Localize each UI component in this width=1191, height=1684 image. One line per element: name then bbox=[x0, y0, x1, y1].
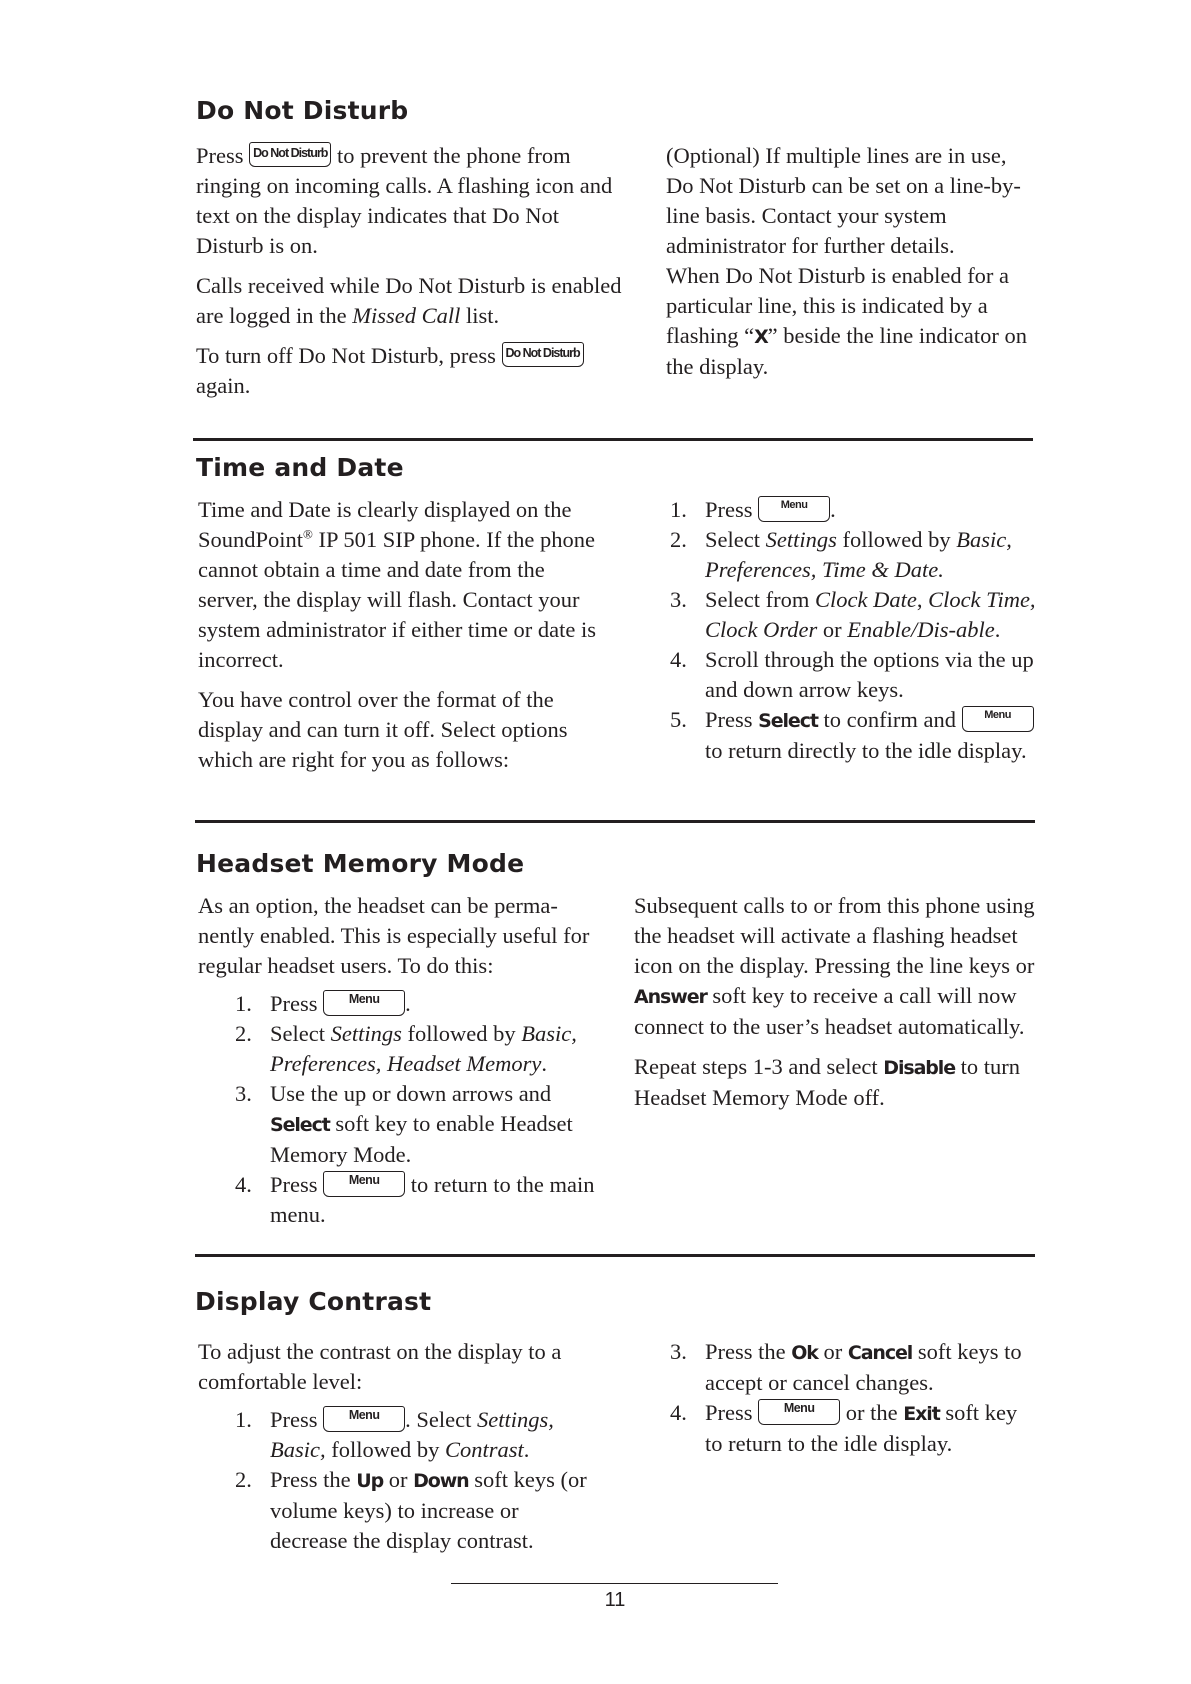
menu-key-icon: Menu bbox=[758, 1399, 840, 1425]
cancel-softkey-label: Cancel bbox=[847, 1342, 913, 1364]
section-divider bbox=[193, 438, 1033, 441]
list-item: 4. Press Menu to return to the main menu. bbox=[235, 1172, 595, 1227]
disable-softkey-label: Disable bbox=[883, 1057, 956, 1079]
select-softkey-label: Select bbox=[758, 710, 818, 732]
section-divider bbox=[195, 1254, 1035, 1257]
list-item: 3. Use the up or down arrows and Select soft key to enable Headset Memory Mode. bbox=[235, 1081, 573, 1167]
section-divider bbox=[195, 820, 1035, 823]
down-softkey-label: Down bbox=[413, 1470, 469, 1492]
headset-intro: As an option, the headset can be perma-nently enabled. This is especially useful for regular headset users. To do this: bbox=[198, 893, 590, 978]
section-title-do-not-disturb: Do Not Disturb bbox=[196, 96, 409, 125]
section-title-display-contrast: Display Contrast bbox=[195, 1287, 432, 1316]
headset-right-column bbox=[634, 891, 1044, 1113]
dnd-paragraph-3: To turn off Do Not Disturb, press Do Not Disturb again. bbox=[196, 341, 624, 401]
time-paragraph-2: You have control over the format of the display and can turn it off. Select options which are right for you as follows: bbox=[198, 687, 568, 772]
line-indicator-x-icon: X bbox=[754, 326, 768, 348]
time-right-column bbox=[670, 495, 1040, 766]
headset-right-paragraph-2: Repeat steps 1-3 and select Disable to turn Headset Memory Mode off. bbox=[634, 1054, 1021, 1110]
list-item: 3. Press the Ok or Cancel soft keys to accept or cancel changes. bbox=[670, 1339, 1022, 1395]
answer-softkey-label: Answer bbox=[634, 986, 707, 1008]
up-softkey-label: Up bbox=[356, 1470, 384, 1492]
dnd-paragraph-2: Calls received while Do Not Disturb is enabled are logged in the Missed Call list. bbox=[196, 273, 622, 328]
list-item: 3. Select from Clock Date, Clock Time, Clock Order or Enable/Dis-able. bbox=[670, 587, 1036, 642]
menu-key-icon: Menu bbox=[323, 1171, 405, 1197]
list-item: 5. Press Select to confirm and Menu to return directly to the idle display. bbox=[670, 705, 1040, 766]
headset-right-paragraph-1: Subsequent calls to or from this phone using the headset will activate a flashing headset icon on the display. Pressing the line keys or Answer soft key to receive a call will now connect to the user’s headset automatically. bbox=[634, 893, 1035, 1039]
list-item: 2. Press the Up or Down soft keys (or volume keys) to increase or decrease the display contrast. bbox=[235, 1467, 587, 1553]
list-item: 4. Press Menu or the Exit soft key to return to the idle display. bbox=[670, 1400, 1018, 1456]
do-not-disturb-key-icon: Do Not Disturb bbox=[502, 342, 584, 367]
list-item: 4. Scroll through the options via the up and down arrow keys. bbox=[670, 647, 1034, 702]
time-steps-list bbox=[670, 495, 1040, 766]
headset-left-column bbox=[198, 891, 598, 1230]
dnd-right-column bbox=[666, 141, 1036, 382]
page-number: 11 bbox=[604, 1589, 626, 1611]
menu-key-icon: Menu bbox=[323, 990, 405, 1016]
select-softkey-label: Select bbox=[270, 1114, 330, 1136]
section-title-headset-memory-mode: Headset Memory Mode bbox=[196, 849, 525, 878]
list-item: 1. Press Menu . bbox=[670, 497, 836, 522]
contrast-left-column bbox=[198, 1337, 598, 1556]
list-item: 2. Select Settings followed by Basic, Preferences, Time & Date. bbox=[670, 527, 1012, 582]
list-item: 2. Select Settings followed by Basic, Preferences, Headset Memory. bbox=[235, 1021, 577, 1076]
ok-softkey-label: Ok bbox=[791, 1342, 818, 1364]
contrast-right-column bbox=[670, 1337, 1040, 1459]
contrast-steps-list-left bbox=[235, 1405, 598, 1556]
menu-key-icon: Menu bbox=[962, 706, 1034, 732]
dnd-right-paragraph-1: (Optional) If multiple lines are in use, Do Not Disturb can be set on a line-by-line basis. Contact your system administrator for further details. bbox=[666, 143, 1021, 258]
list-item: 1. Press Menu . Select Settings, Basic, followed by Contrast. bbox=[235, 1407, 554, 1462]
list-item: 1. Press Menu . bbox=[235, 991, 411, 1016]
time-paragraph-1: Time and Date is clearly displayed on the SoundPoint® IP 501 SIP phone. If the phone cannot obtain a time and date from the server, the display will flash. Contact your system administrator if either time or date is incorrect. bbox=[198, 497, 597, 672]
contrast-steps-list-right bbox=[670, 1337, 1040, 1459]
menu-key-icon: Menu bbox=[758, 496, 830, 522]
exit-softkey-label: Exit bbox=[903, 1403, 940, 1425]
section-title-time-and-date: Time and Date bbox=[196, 453, 404, 482]
headset-steps-list bbox=[235, 989, 598, 1230]
do-not-disturb-key-icon: Do Not Disturb bbox=[249, 142, 331, 167]
contrast-intro: To adjust the contrast on the display to a comfortable level: bbox=[198, 1339, 562, 1394]
dnd-left-column bbox=[196, 141, 624, 401]
dnd-right-paragraph-2: When Do Not Disturb is enabled for a particular line, this is indicated by a flashing “X” beside the line indicator on the display. bbox=[666, 263, 1027, 379]
time-left-column bbox=[198, 495, 608, 775]
menu-key-icon: Menu bbox=[323, 1406, 405, 1432]
footer-rule bbox=[451, 1583, 778, 1584]
dnd-paragraph-1: Press Do Not Disturb to prevent the phone from ringing on incoming calls. A flashing icon and text on the display indicates that Do Not Disturb is on. bbox=[196, 143, 613, 258]
